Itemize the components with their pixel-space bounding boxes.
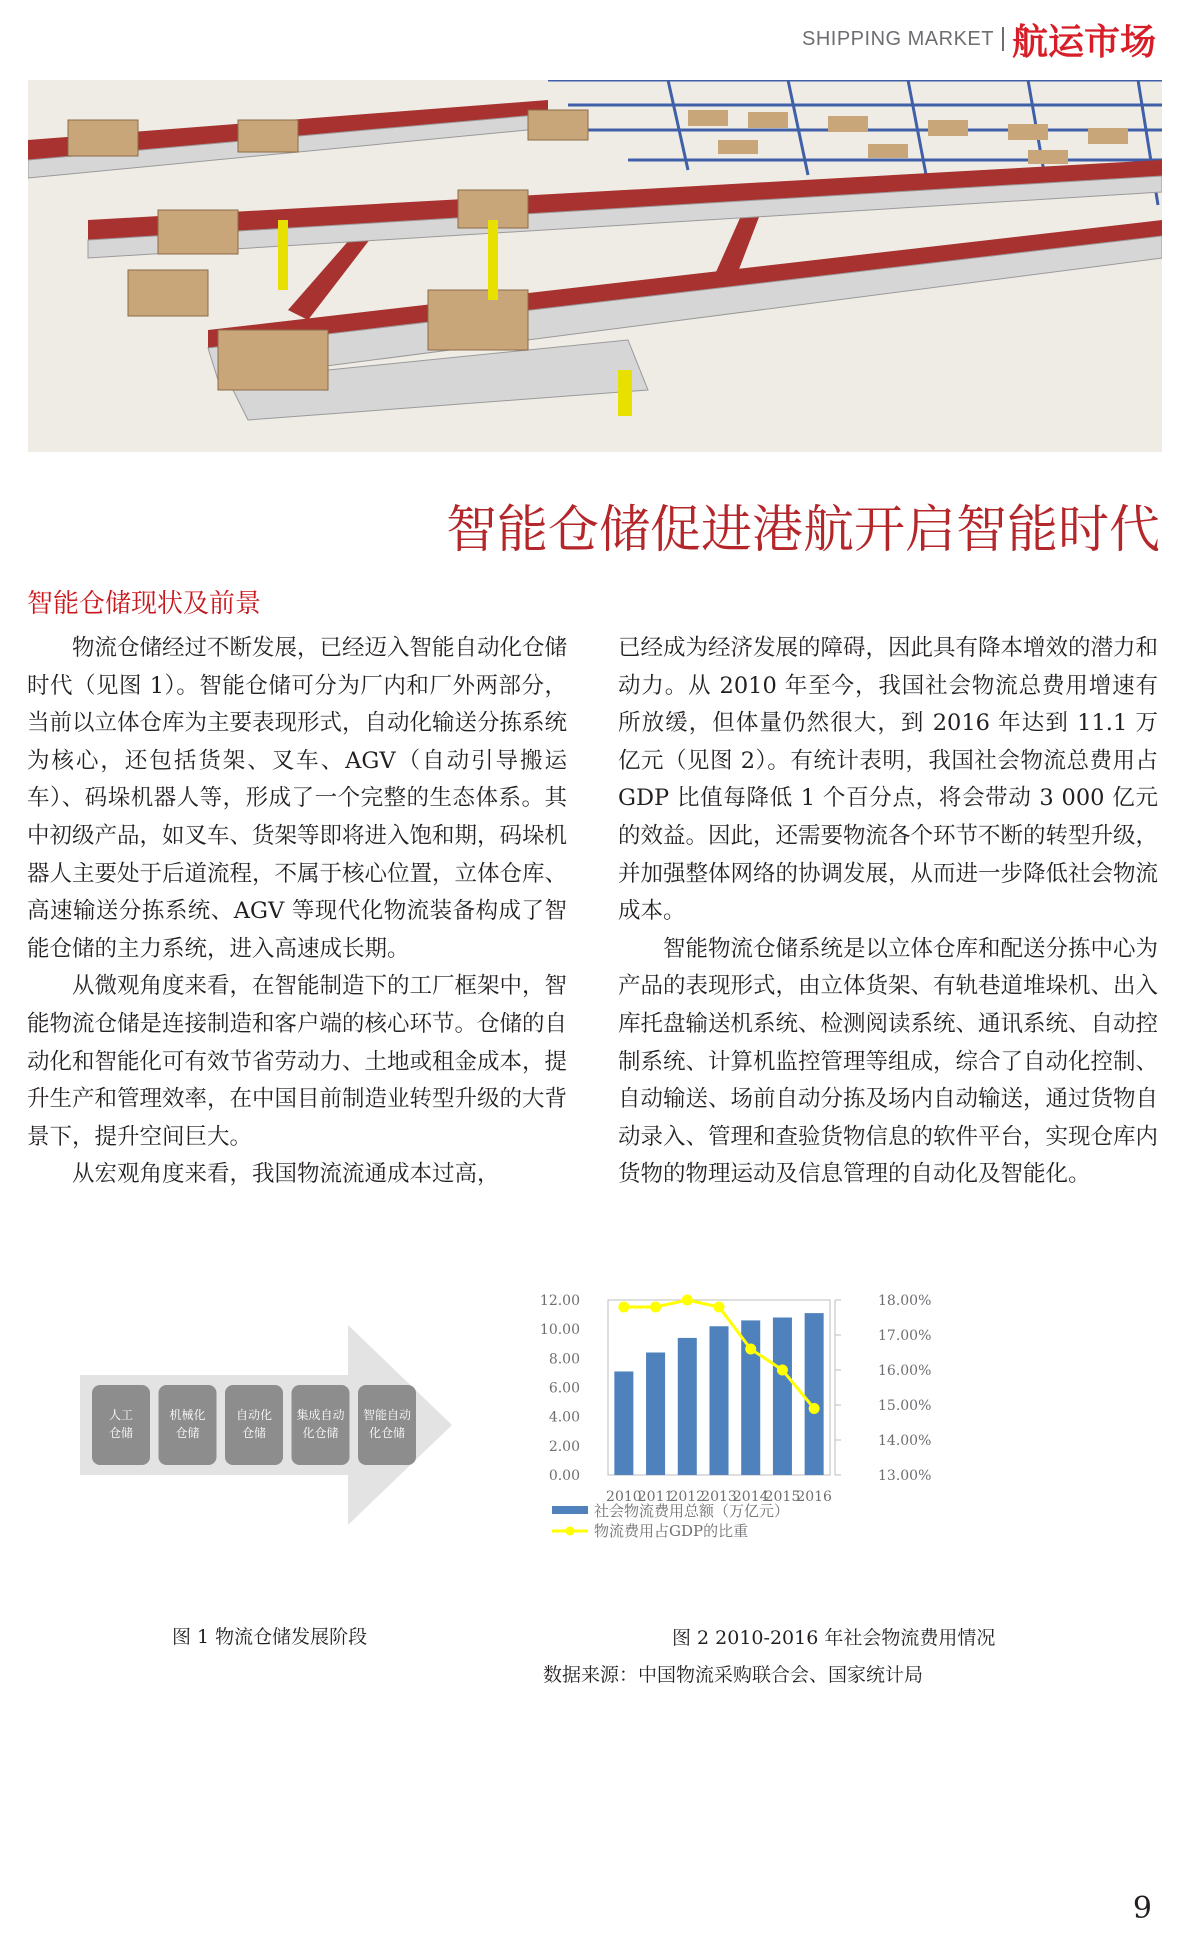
figure-2-caption: 图 2 2010-2016 年社会物流费用情况: [672, 1627, 996, 1649]
x-tick-label: 2016: [796, 1489, 832, 1505]
body-column-right: [618, 630, 1158, 1194]
development-stages-diagram: [80, 1325, 500, 1525]
line-point: [809, 1403, 820, 1414]
legend-label-line: 物流费用占GDP的比重: [594, 1522, 749, 1540]
x-tick-label: 2010: [606, 1489, 642, 1505]
header-divider: [1002, 27, 1004, 51]
logistics-cost-chart: [530, 1270, 1170, 1620]
hero-illustration: [28, 80, 1162, 452]
stage-box-bg: [92, 1385, 150, 1465]
y-right-tick-label: 18.00%: [878, 1293, 932, 1309]
y-right-tick-label: 13.00%: [878, 1468, 932, 1484]
stage-label-line2: 仓储: [241, 1426, 267, 1440]
bar: [646, 1353, 665, 1476]
legend-swatch-bar: [552, 1506, 588, 1514]
article-headline: 智能仓储促进港航开启智能时代: [445, 501, 1160, 560]
stage-label-line1: 机械化: [169, 1408, 206, 1422]
stage-box: [159, 1385, 217, 1465]
bar: [709, 1326, 728, 1475]
y-left-tick-label: 8.00: [548, 1351, 580, 1368]
line-point: [682, 1295, 693, 1306]
x-tick-label: 2012: [669, 1489, 706, 1505]
x-tick-label: 2014: [732, 1489, 769, 1505]
x-tick-label: 2011: [637, 1489, 674, 1505]
legend: [552, 1502, 789, 1540]
line-point: [745, 1344, 756, 1355]
bar: [614, 1371, 633, 1475]
y-left-tick-label: 2.00: [548, 1438, 580, 1455]
stage-box-bg: [225, 1385, 283, 1465]
x-tick-label: 2015: [764, 1489, 801, 1505]
legend-label-bar: 社会物流费用总额（万亿元）: [594, 1502, 790, 1520]
stage-boxes: [92, 1385, 416, 1465]
y-right-tick-label: 15.00%: [878, 1398, 932, 1414]
paragraph: 从微观角度来看，在智能制造下的工厂框架中，智能物流仓储是连接制造和客户端的核心环节。仓储的自动化和智能化可有效节省劳动力、土地或租金成本，提升生产和管理效率，在中国目前制造业转型升级的大背景下，提升空间巨大。: [27, 973, 568, 1150]
section-header: [802, 14, 1156, 64]
legend-swatch-point: [566, 1527, 575, 1536]
figure-2: [530, 1270, 1170, 1620]
page-number: 9: [1132, 1891, 1152, 1926]
y-right-tick-label: 14.00%: [878, 1433, 932, 1449]
y-right-tick-label: 17.00%: [878, 1328, 932, 1344]
line-point: [714, 1302, 725, 1313]
bar: [678, 1338, 697, 1475]
figure-1-caption: 图 1 物流仓储发展阶段: [172, 1626, 368, 1648]
paragraph: 已经成为经济发展的障碍，因此具有降本增效的潜力和动力。从 2010 年至今，我国社会物流总费用增速有所放缓，但体量仍然很大，到 2016 年达到 11.1 万亿元（见图 2）。有统计表明，我国社会物流总费用占 GDP 比值每降低 1 个百分点，将会带动 3 000 亿元的效益。因此，还需要物流各个环节不断的转型升级，并加强整体网络的协调发展，从而进一步降低社会物流成本。: [618, 635, 1159, 925]
stage-box: [92, 1385, 150, 1465]
stage-box: [358, 1385, 416, 1465]
stage-label-line2: 化仓储: [368, 1426, 406, 1440]
stage-label-line1: 人工: [108, 1408, 134, 1422]
y-left-tick-label: 4.00: [548, 1409, 580, 1426]
stage-box: [292, 1385, 350, 1465]
stage-box-bg: [358, 1385, 416, 1465]
y-left-tick-label: 10.00: [539, 1322, 580, 1339]
stage-box-bg: [159, 1385, 217, 1465]
y-right-tick-label: 16.00%: [878, 1363, 932, 1379]
y-left-tick-label: 6.00: [548, 1380, 580, 1397]
stage-label-line1: 智能自动: [362, 1408, 412, 1422]
bar: [805, 1313, 824, 1475]
stage-label-line2: 化仓储: [302, 1426, 339, 1440]
body-column-left: [27, 630, 567, 1194]
stage-label-line2: 仓储: [175, 1426, 200, 1440]
paragraph: 智能物流仓储系统是以立体仓库和配送分拣中心为产品的表现形式，由立体货架、有轨巷道堆垛机、出入库托盘输送机系统、检测阅读系统、通讯系统、自动控制系统、计算机监控管理等组成，综合了自动化控制、自动输送、场前自动分拣及场内自动输送，通过货物自动录入、管理和查验货物信息的软件平台，实现仓库内货物的物理运动及信息管理的自动化及智能化。: [618, 935, 1159, 1188]
paragraph: 从宏观角度来看，我国物流流通成本过高，: [72, 1161, 500, 1188]
stage-label-line1: 自动化: [235, 1408, 273, 1422]
y-left-tick-label: 12.00: [539, 1293, 580, 1309]
stage-label-line1: 集成自动: [296, 1408, 345, 1422]
stage-box: [225, 1385, 283, 1465]
section-label-en: SHIPPING MARKET: [802, 27, 994, 50]
line-point: [777, 1365, 788, 1376]
y-left-tick-label: 0.00: [548, 1468, 580, 1484]
x-tick-label: 2013: [701, 1489, 737, 1505]
stage-label-line2: 仓储: [108, 1426, 134, 1440]
bar: [773, 1318, 792, 1476]
section-label-cn: 航运市场: [1011, 21, 1156, 63]
source-note: 数据来源：中国物流采购联合会、国家统计局: [543, 1664, 924, 1686]
section-title: 智能仓储现状及前景: [27, 589, 262, 619]
line-point: [618, 1302, 629, 1313]
stage-box-bg: [292, 1385, 350, 1465]
figure-1: [80, 1325, 500, 1525]
line-point: [650, 1302, 661, 1313]
warehouse-illustration: [28, 80, 1162, 452]
paragraph: 物流仓储经过不断发展，已经迈入智能自动化仓储时代（见图 1）。智能仓储可分为厂内和厂外两部分，当前以立体仓库为主要表现形式，自动化输送分拣系统为核心，还包括货架、叉车、AGV（自动引导搬运车）、码垛机器人等，形成了一个完整的生态体系。其中初级产品，如叉车、货架等即将进入饱和期，码垛机器人主要处于后道流程，不属于核心位置，立体仓库、高速输送分拣系统、AGV 等现代化物流装备构成了智能仓储的主力系统，进入高速成长期。: [27, 635, 568, 962]
